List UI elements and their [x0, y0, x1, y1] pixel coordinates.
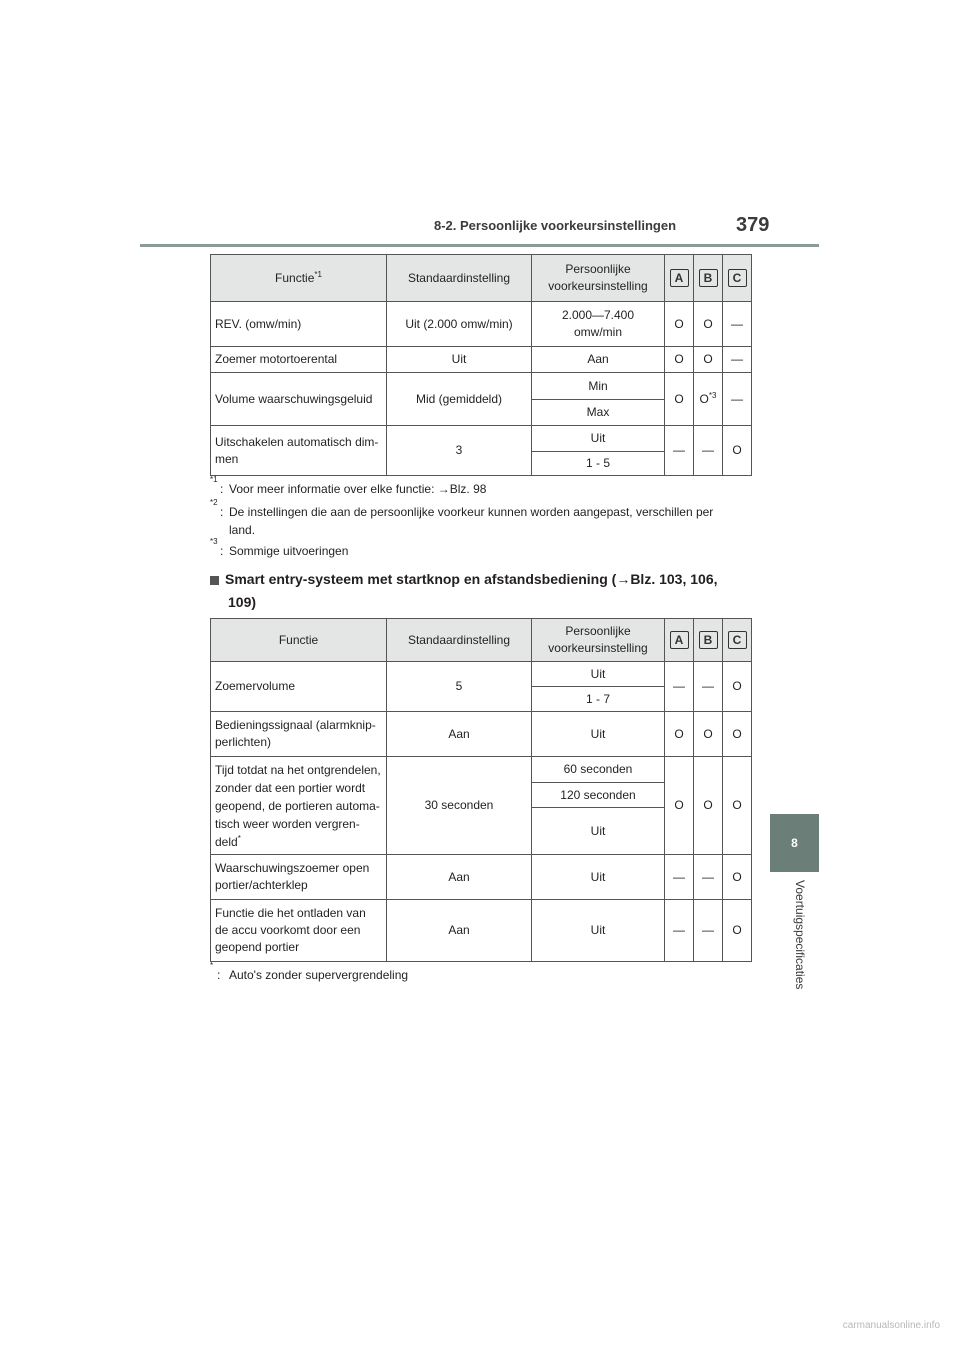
- table-row: Bedieningssignaal (alarmknip- perlichten) Aan Uit O O O: [211, 712, 752, 757]
- section-title: 8-2. Persoonlijke voorkeursinstellingen: [434, 218, 677, 233]
- table-row: Uit: [211, 808, 752, 855]
- b-icon: B: [699, 269, 718, 287]
- chapter-label-text: Voertuigspecificaties: [793, 880, 807, 990]
- table-row: REV. (omw/min) Uit (2.000 omw/min) 2.000—7.400 omw/min O O —: [211, 302, 752, 347]
- table-row: Zoemervolume 5 Uit — — O: [211, 662, 752, 687]
- c-icon: C: [728, 631, 747, 649]
- settings-table-1: [210, 254, 752, 476]
- table-row: 1 - 7: [211, 687, 752, 712]
- a-icon: A: [670, 631, 689, 649]
- settings-table-2: [210, 618, 752, 962]
- table-row: Functie die het ontladen van de accu voorkomt door een geopend portier Aan Uit — — O: [211, 900, 752, 962]
- col-b: [694, 255, 723, 302]
- col-persoonlijk: Persoonlijke voorkeursinstelling: [532, 255, 665, 302]
- c-icon: C: [728, 269, 747, 287]
- table-row: 1 - 5: [211, 452, 752, 476]
- table-row: 120 seconden: [211, 783, 752, 808]
- header-rule: [140, 244, 819, 247]
- table-row: Volume waarschuwingsgeluid Mid (gemiddeld) Min O $O^{*3}$ —: [211, 373, 752, 400]
- col-a: [665, 255, 694, 302]
- table-row: Zoemer motortoerental Uit Aan O O —: [211, 347, 752, 373]
- table-row: Max: [211, 400, 752, 426]
- table-header-row: Functie Standaardinstelling Persoonlijke voorkeursinstelling A B C: [211, 619, 752, 662]
- b-icon: B: [699, 631, 718, 649]
- chapter-tab[interactable]: 8: [770, 814, 819, 872]
- table-header-row: [211, 255, 752, 302]
- table-row: Tijd totdat na het ontgrendelen, zonder dat een portier wordt geopend, de portieren automa- tisch weer worden vergren- deld* 30 seconden 60 seconden O O O: [211, 757, 752, 783]
- watermark: carmanualsonline.info: [842, 1320, 940, 1331]
- page-number: 379: [736, 214, 770, 236]
- chapter-label: [794, 880, 810, 1010]
- col-c: [723, 255, 752, 302]
- section-heading: Smart entry-systeem met startknop en afstandsbediening (→Blz. 103, 106, 109): [210, 568, 770, 614]
- square-bullet-icon: [210, 576, 219, 585]
- col-functie: Functie$^{*1}$: [211, 255, 387, 302]
- a-icon: A: [670, 269, 689, 287]
- table-row: Uitschakelen automatisch dim- men 3 Uit — — O: [211, 426, 752, 452]
- table-row: Waarschuwingszoemer open portier/achterklep Aan Uit — — O: [211, 855, 752, 900]
- col-standaard: Standaardinstelling: [387, 255, 532, 302]
